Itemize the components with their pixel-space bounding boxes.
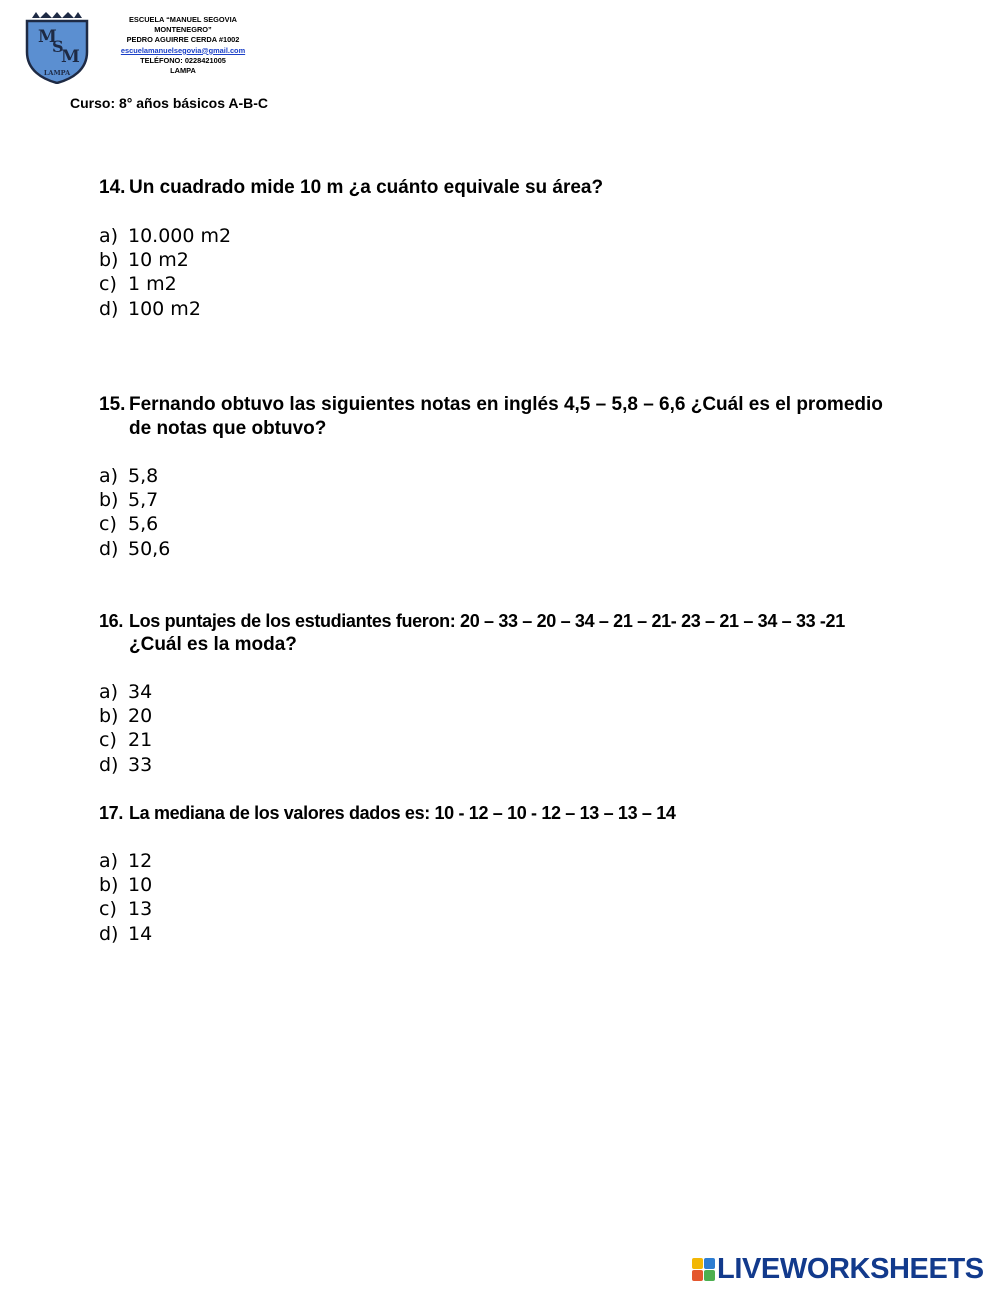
question-text-line-1: Los puntajes de los estudiantes fueron: 20 – 33 – 20 – 34 – 21 – 21- 23 – 21 – 34 – 33 -21 <box>129 611 845 631</box>
question-14 <box>99 176 603 200</box>
option-b[interactable]: b) 10 <box>99 874 153 897</box>
crest-caption: LAMPA <box>43 69 71 77</box>
liveworksheets-logo[interactable] <box>692 1254 992 1284</box>
question-text: La mediana de los valores dados es: 10 - 12 – 10 - 12 – 13 – 13 – 14 <box>129 803 676 823</box>
option-b[interactable]: b) 10 m2 <box>99 249 189 272</box>
option-a[interactable]: a) 34 <box>99 681 153 703</box>
question-14-options <box>99 224 231 321</box>
option-d[interactable]: d) 33 <box>99 753 153 776</box>
school-crest-logo <box>24 12 90 84</box>
question-text: Un cuadrado mide 10 m ¿a cuánto equivale su área? <box>129 177 604 198</box>
option-a[interactable]: a) 5,8 <box>99 465 159 487</box>
option-c[interactable]: c) 13 <box>99 898 153 921</box>
question-text-line-1: Fernando obtuvo las siguientes notas en inglés 4,5 – 5,8 – 6,6 ¿Cuál es el promedio <box>129 394 883 415</box>
option-c[interactable]: c) 21 <box>99 729 153 752</box>
option-c[interactable]: c) 1 m2 <box>99 273 177 296</box>
school-name-line-2: MONTENEGRO” <box>154 25 212 35</box>
question-number: 14. <box>99 177 126 198</box>
school-info <box>110 15 256 76</box>
question-15 <box>99 393 883 441</box>
option-d[interactable]: d) 50,6 <box>99 537 171 560</box>
question-text-line-2: ¿Cuál es la moda? <box>129 634 297 655</box>
crest-letter-s: S <box>52 37 64 56</box>
question-16 <box>99 609 845 657</box>
question-16-options <box>99 680 152 777</box>
question-15-options <box>99 464 170 561</box>
option-d[interactable]: d) 14 <box>99 922 153 945</box>
school-name-line-1: ESCUELA “MANUEL SEGOVIA <box>129 15 237 24</box>
school-phone: TELÉFONO: 0228421005 <box>140 55 226 65</box>
course-label: Curso: 8° años básicos A-B-C <box>70 95 269 111</box>
option-c[interactable]: c) 5,6 <box>99 513 159 536</box>
question-number: 15. <box>99 394 126 415</box>
question-number: 16. <box>99 611 123 631</box>
option-a[interactable]: a) 12 <box>99 850 153 872</box>
question-number: 17. <box>99 803 123 823</box>
option-b[interactable]: b) 20 <box>99 705 153 728</box>
option-d[interactable]: d) 100 m2 <box>99 297 201 320</box>
school-email-link[interactable]: escuelamanuelsegovia@gmail.com <box>120 45 246 55</box>
question-17-options <box>99 849 152 946</box>
liveworksheets-logo-text: LIVEWORKSHEETS <box>717 1253 984 1285</box>
school-city: LAMPA <box>170 66 196 76</box>
school-address: PEDRO AGUIRRE CERDA #1002 <box>126 35 240 45</box>
crest-letter-m2: M <box>61 47 80 67</box>
liveworksheets-blocks-icon <box>692 1258 716 1282</box>
crest-letter-m1: M <box>38 27 57 47</box>
question-17 <box>99 801 676 825</box>
option-b[interactable]: b) 5,7 <box>99 489 159 512</box>
option-a[interactable]: a) 10.000 m2 <box>99 225 232 247</box>
question-text-line-2: de notas que obtuvo? <box>129 418 327 439</box>
